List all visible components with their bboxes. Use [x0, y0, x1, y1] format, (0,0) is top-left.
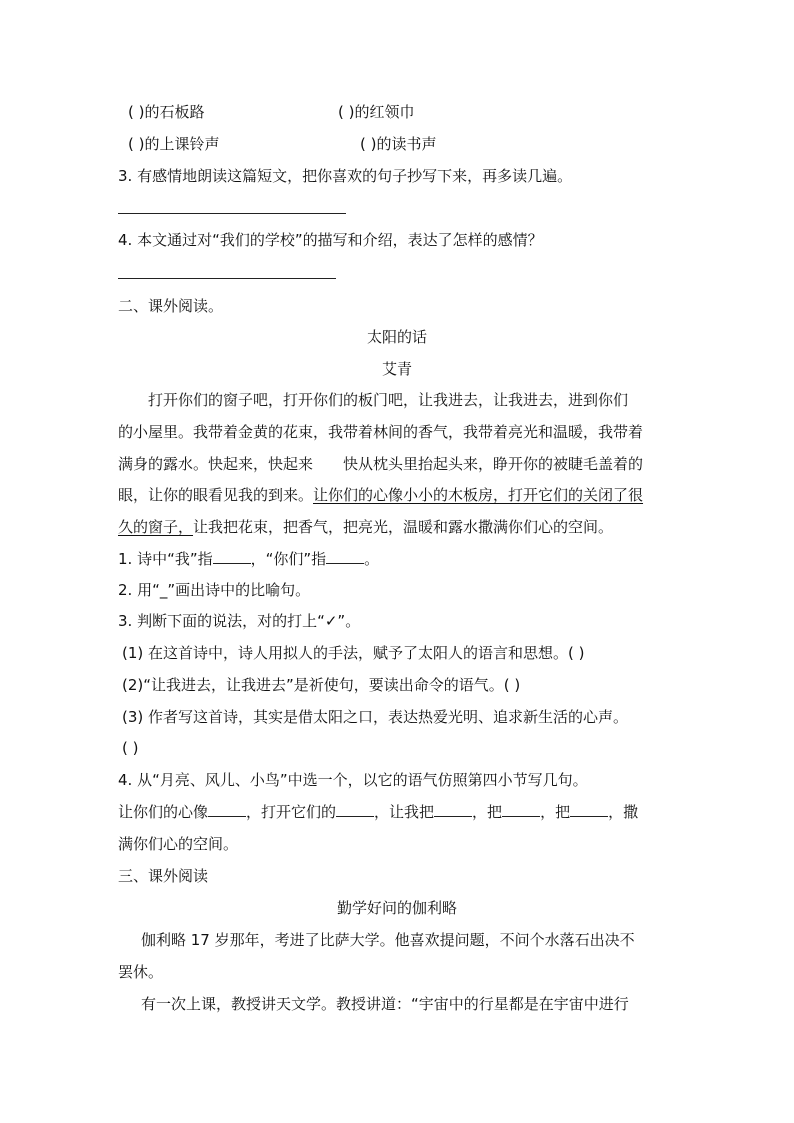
metaphor-underlined-b: 久的窗子，: [118, 518, 194, 536]
q4-text-b: ，打开它们的: [246, 803, 337, 821]
s2-question-2: 2. 用“_”画出诗中的比喻句。: [118, 581, 311, 599]
fill-blank-reading-voice: ( )的读书声: [360, 135, 437, 153]
poem-line-2: 的小屋里。我带着金黄的花束，我带着林间的香气，我带着亮光和温暖，我带着: [118, 423, 644, 441]
story-p1-line-2: 罢休。: [118, 963, 164, 981]
poem-line-1: 打开你们的窗子吧，打开你们的板门吧，让我进去，让我进去，进到你们: [118, 391, 629, 409]
poem-line-3: 满身的露水。快起来，快起来 快从枕头里抬起头来，睁开你的被睫毛盖着的: [118, 455, 644, 473]
s2-question-3-item-2: (2)“让我进去，让我进去”是祈使句，要读出命令的语气。( ): [122, 676, 521, 694]
fill-blank-red-scarf: ( )的红领巾: [338, 103, 415, 121]
story-title: 勤学好问的伽利略: [336, 899, 457, 917]
story-p2-line-1: 有一次上课，教授讲天文学。教授讲道：“宇宙中的行星都是在宇宙中进行: [126, 995, 629, 1013]
q1-text-b: ，“你们”指: [250, 550, 327, 568]
s2-question-3-item-3: (3) 作者写这首诗，其实是借太阳之口，表达热爱光明、追求新生活的心声。: [122, 708, 629, 726]
question-3: 3. 有感情地朗读这篇短文，把你喜欢的句子抄写下来，再多读几遍。: [118, 167, 573, 185]
q4-text-e: ，把: [540, 803, 571, 821]
poem-line-4: [118, 485, 643, 505]
answer-line-q4: [118, 278, 336, 279]
section-heading-3: 三、课外阅读: [118, 867, 209, 885]
s2-question-3: 3. 判断下面的说法，对的打上“✓”。: [118, 612, 361, 630]
poem-title: 太阳的话: [366, 328, 427, 346]
blank-2: [326, 549, 364, 564]
q4-text-c: ，让我把: [374, 803, 435, 821]
s2-question-4-template-2: 满你们心的空间。: [118, 835, 239, 853]
question-4: 4. 本文通过对“我们的学校”的描写和介绍，表达了怎样的感情？: [118, 231, 543, 249]
poem-author: 艾青: [381, 360, 412, 378]
blank-7: [570, 802, 608, 817]
s2-question-3-item-1: (1) 在这首诗中，诗人用拟人的手法，赋予了太阳人的语言和思想。( ): [122, 644, 585, 662]
poem-line-4-text: 眼，让你的眼看见我的到来。: [118, 486, 314, 504]
blank-3: [208, 802, 246, 817]
q1-text-a: 1. 诗中“我”指: [118, 550, 213, 568]
story-p1-line-1: 伽利略 17 岁那年，考进了比萨大学。他喜欢提问题，不问个水落石出决不: [126, 931, 635, 949]
blank-6: [502, 802, 540, 817]
answer-line-q3: [118, 213, 346, 214]
section-heading-2: 二、课外阅读。: [118, 297, 224, 315]
q4-text-f: ，撒: [608, 803, 639, 821]
blank-5: [434, 802, 472, 817]
s2-question-3-item-3-paren: ( ): [122, 739, 139, 757]
poem-line-5: [118, 517, 613, 537]
metaphor-underlined-a: 让你们的心像小小的木板房，打开它们的关闭了很: [313, 486, 644, 504]
s2-question-4: 4. 从“月亮、风儿、小鸟”中选一个，以它的语气仿照第四小节写几句。: [118, 771, 588, 789]
s2-question-4-template: [118, 802, 638, 822]
blank-1: [213, 549, 251, 564]
q4-text-d: ，把: [472, 803, 503, 821]
q1-text-c: 。: [364, 550, 380, 568]
q4-text-a: 让你们的心像: [118, 803, 209, 821]
blank-4: [336, 802, 374, 817]
fill-blank-school-bell: ( )的上课铃声: [128, 135, 220, 153]
fill-blank-stone-road: ( )的石板路: [128, 103, 205, 121]
s2-question-1: [118, 549, 379, 569]
poem-line-5-rest: 让我把花束，把香气，把亮光，温暖和露水撒满你们心的空间。: [193, 518, 614, 536]
